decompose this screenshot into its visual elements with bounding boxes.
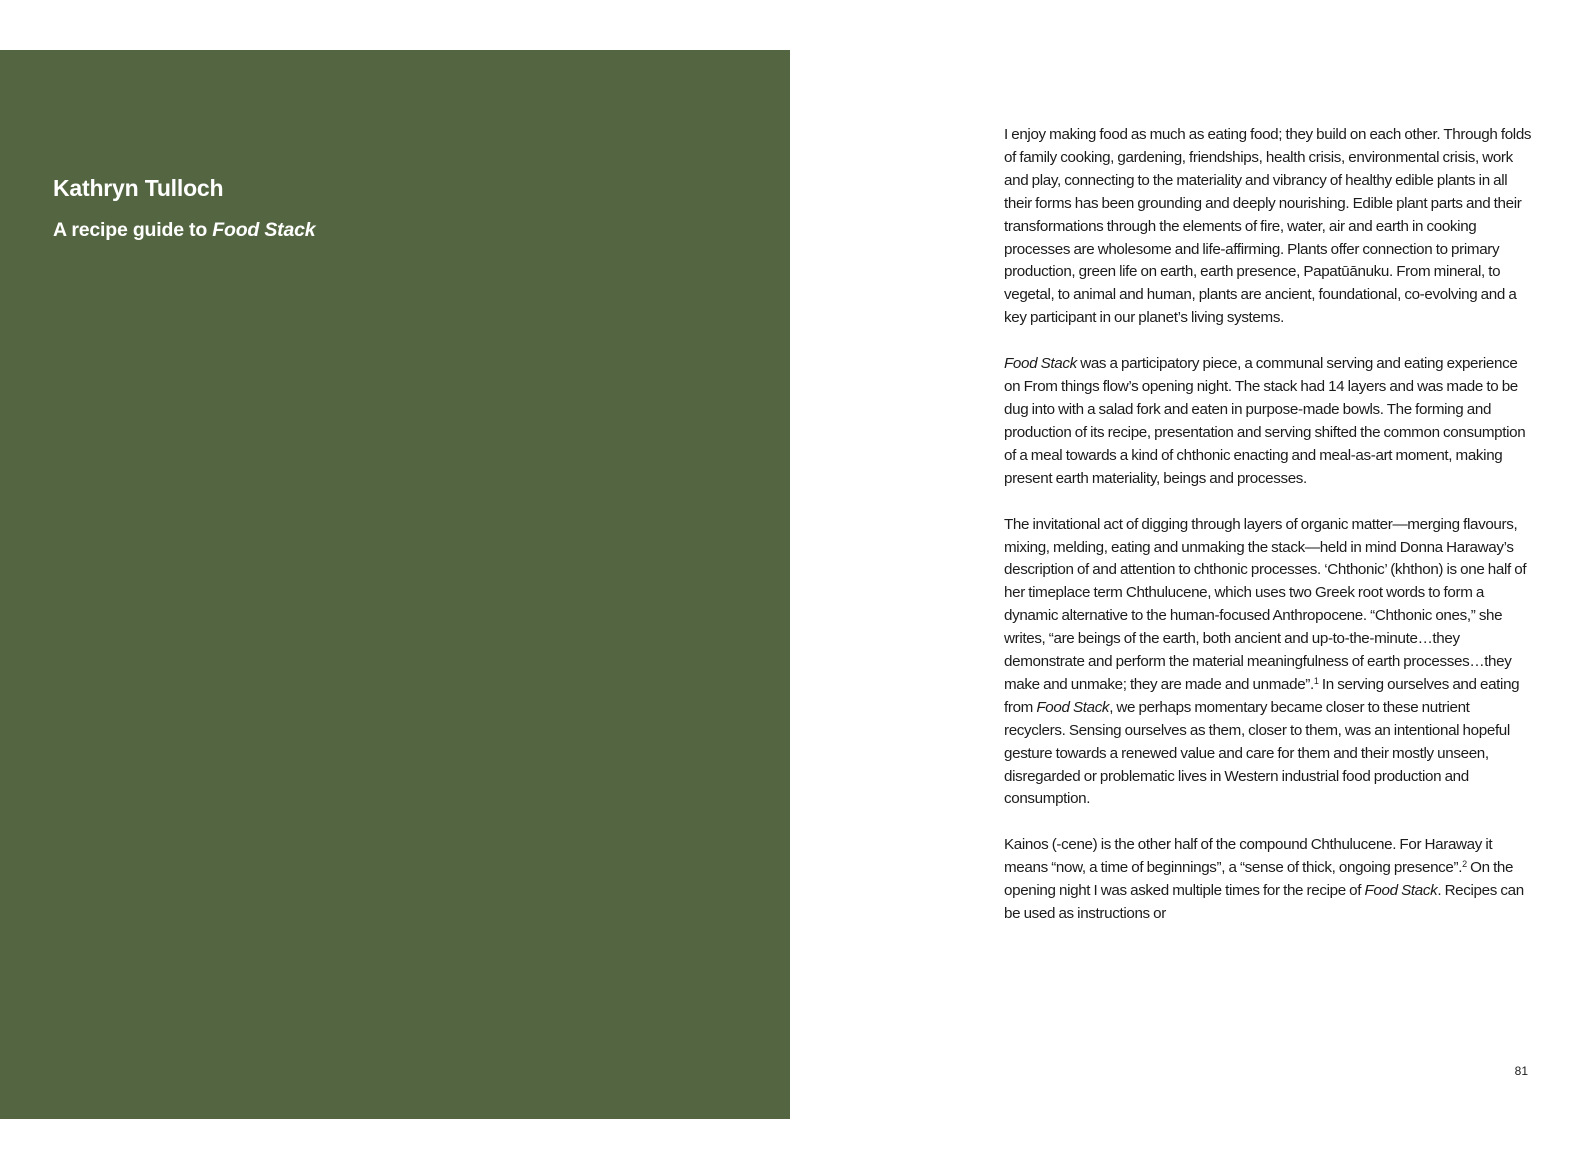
paragraph-4-text-c: . Recipes can be used as instructions or — [1004, 882, 1524, 923]
paragraph-3-text-a: The invitational act of digging through layers of organic matter—merging flavours, mixing, melding, eating and unmaking the stack—held in mind Donna Haraway’s description of and attention to chthonic processes. ‘Chthonic’ (khthon) is one half of her timeplace term Chthulucene, which uses two Greek root words to form a dynamic alternative to the human-focused Anthropocene. “Chthonic ones,” she writes, “are beings of the earth, both ancient and up-to-the-minute…they demonstrate and perform the material meaningfulness of earth processes…they make and unmake; they are made and unmade”. — [1004, 515, 1527, 693]
footnote-ref-1: 1 — [1313, 675, 1319, 686]
subtitle-prefix: A recipe guide to — [53, 219, 213, 241]
italic-title: Food Stack — [1364, 882, 1438, 900]
italic-title: Food Stack — [1036, 698, 1110, 716]
paragraph-2-text: was a participatory piece, a communal serving and eating experience on From things flow’s opening night. The stack had 14 layers and was made to be dug into with a salad fork and eaten in purpose-made bowls. The forming and production of its recipe, presentation and serving shifted the common consumption of a meal towards a kind of chthonic enacting and meal-as-art moment, making present earth materiality, beings and processes. — [1004, 355, 1526, 487]
subtitle-title: Food Stack — [212, 219, 316, 241]
right-page-body — [1004, 124, 1532, 949]
paragraph-3 — [1004, 514, 1532, 812]
paragraph-2 — [1004, 353, 1532, 490]
paragraph-4-text-b: On the opening night I was asked multiple times for the recipe of — [1004, 859, 1514, 900]
left-page-panel — [0, 50, 790, 1119]
paragraph-4-text-a: Kainos (-cene) is the other half of the compound Chthulucene. For Haraway it means “now, a time of beginnings”, a “sense of thick, ongoing presence”. — [1004, 836, 1493, 877]
paragraph-1: I enjoy making food as much as eating food; they build on each other. Through folds of family cooking, gardening, friendships, health crisis, environmental crisis, work and play, connecting to the materiality and vibrancy of healthy edible plants in all their forms has been grounding and deeply nourishing. Edible plant parts and their transformations through the elements of fire, water, air and earth in cooking processes are wholesome and life-affirming. Plants offer connection to primary production, green life on earth, earth presence, Papatūānuku. From mineral, to vegetal, to animal and human, plants are ancient, foundational, co-evolving and a key participant in our planet’s living systems. — [1004, 126, 1532, 327]
author-name: Kathryn Tulloch — [53, 175, 224, 201]
footnote-ref-2: 2 — [1462, 859, 1467, 870]
paragraph-3-text-c: , we perhaps momentary became closer to these nutrient recyclers. Sensing ourselves as them, closer to them, was an intentional hopeful gesture towards a renewed value and care for them and their mostly unseen, disregarded or problematic lives in Western industrial food production and consumption. — [1004, 698, 1510, 808]
page-number: 81 — [1514, 1064, 1528, 1078]
paragraph-3-text-b: In serving ourselves and eating from — [1004, 675, 1520, 716]
paragraph-4 — [1004, 834, 1532, 926]
italic-title: Food Stack — [1004, 355, 1077, 373]
chapter-subtitle — [53, 216, 315, 244]
